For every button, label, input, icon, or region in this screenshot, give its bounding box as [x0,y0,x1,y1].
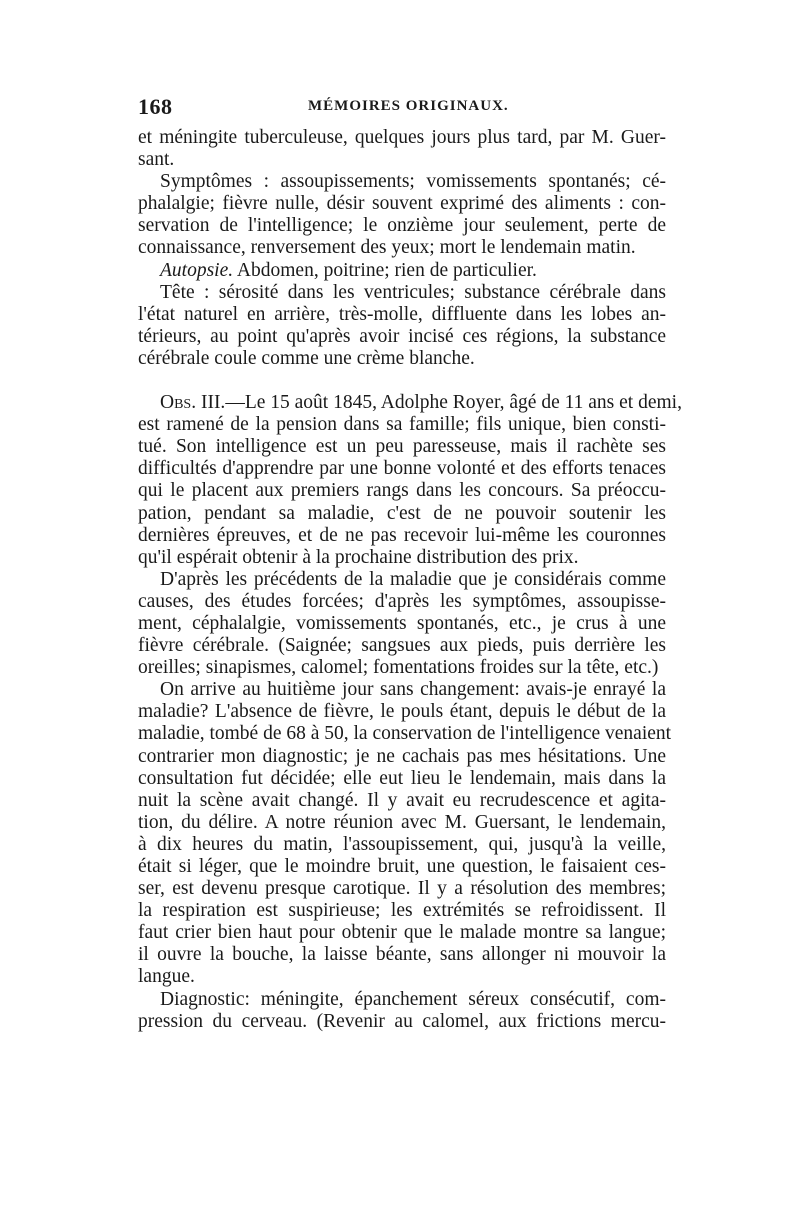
text-line: maladie? L'absence de fièvre, le pouls étant, depuis le début de la [138,701,666,723]
text-line: Symptômes : assoupissements; vomissements spontanés; cé- [160,171,666,193]
text-line: On arrive au huitième jour sans changement: avais-je enrayé la [160,679,666,701]
text-line: oreilles; sinapismes, calomel; fomentations froides sur la tête, etc.) [138,657,659,679]
text-line: —Le 15 août 1845, Adolphe Royer, âgé de 11 ans et demi, [225,392,682,414]
text-line: tion, du délire. A notre réunion avec M. Guersant, le lendemain, [138,811,666,833]
text-line: la respiration est suspirieuse; les extrémités se refroidissent. Il [138,900,666,922]
text-line: Tête : sérosité dans les ventricules; substance cérébrale dans [160,281,666,303]
text-line: langue. [138,966,195,988]
text-line: térieurs, au point qu'après avoir incisé ces régions, la substance [138,325,666,347]
text-line: ment, céphalalgie, vomissements spontanés, etc., je crus à une [138,612,666,634]
paragraph-observation [138,392,682,414]
text-line: il ouvre la bouche, la laisse béante, sans allonger ni mouvoir la [138,944,666,966]
running-head [138,94,668,124]
text-line: servation de l'intelligence; le onzième jour seulement, perte de [138,215,666,237]
text-line: fièvre cérébrale. (Saignée; sangsues aux pieds, puis derrière les [138,635,666,657]
text-line: pression du cerveau. (Revenir au calomel, aux frictions mercu- [138,1010,666,1032]
text-line: dernières épreuves, et de ne pas recevoir lui-même les couronnes [138,524,666,546]
text-line: tué. Son intelligence est un peu paresseuse, mais il rachète ses [138,436,666,458]
text-line: D'après les précédents de la maladie que je considérais comme [160,568,666,590]
text-line: phalalgie; fièvre nulle, désir souvent exprimé des aliments : con- [138,193,666,215]
text-line: Diagnostic: méningite, épanchement séreux consécutif, com- [160,988,666,1010]
text-line: sant. [138,149,175,171]
text-line: connaissance, renversement des yeux; mort le lendemain matin. [138,237,636,259]
section-gap [138,370,666,392]
text-line: causes, des études forcées; d'après les symptômes, assoupisse- [138,590,666,612]
smallcaps-lead: Obs. III. [160,392,226,414]
page-number: 168 [138,94,173,119]
running-title: MÉMOIRES ORIGINAUX. [308,98,509,114]
text-line: pation, pendant sa maladie, c'est de ne pouvoir soutenir les [138,502,666,524]
text-line: faut crier bien haut pour obtenir que le malade montre sa langue; [138,922,666,944]
text-line: à dix heures du matin, l'assoupissement, qui, jusqu'à la veille, [138,833,666,855]
text-line: et méningite tuberculeuse, quelques jours plus tard, par M. Guer- [138,127,666,148]
text-line: maladie, tombé de 68 à 50, la conservation de l'intelligence venaient [138,723,672,745]
page-body [138,127,682,1033]
text-line: contrarier mon diagnostic; je ne cachais pas mes hésitations. Une [138,745,666,767]
text-line: qu'il espérait obtenir à la prochaine distribution des prix. [138,546,579,568]
text-line: qui le placent aux premiers rangs dans les concours. Sa préoccu- [138,480,666,502]
italic-lead: Autopsie. [160,259,234,281]
text-line: nuit la scène avait changé. Il y avait eu recrudescence et agita- [138,789,666,811]
text-line: est ramené de la pension dans sa famille; fils unique, bien consti- [138,414,666,436]
text-line: cérébrale coule comme une crème blanche. [138,347,475,369]
paragraph-autopsie [138,260,666,282]
text-line: l'état naturel en arrière, très-molle, diffluente dans les lobes an- [138,303,666,325]
text-line: difficultés d'apprendre par une bonne volonté et des efforts tenaces [138,458,666,480]
text-line: Abdomen, poitrine; rien de particulier. [233,259,537,281]
text-line: ser, est devenu presque carotique. Il y a résolution des membres; [138,878,666,900]
text-line: consultation fut décidée; elle eut lieu le lendemain, mais dans la [138,767,666,789]
text-line: était si léger, que le moindre bruit, une question, le faisaient ces- [138,856,666,877]
